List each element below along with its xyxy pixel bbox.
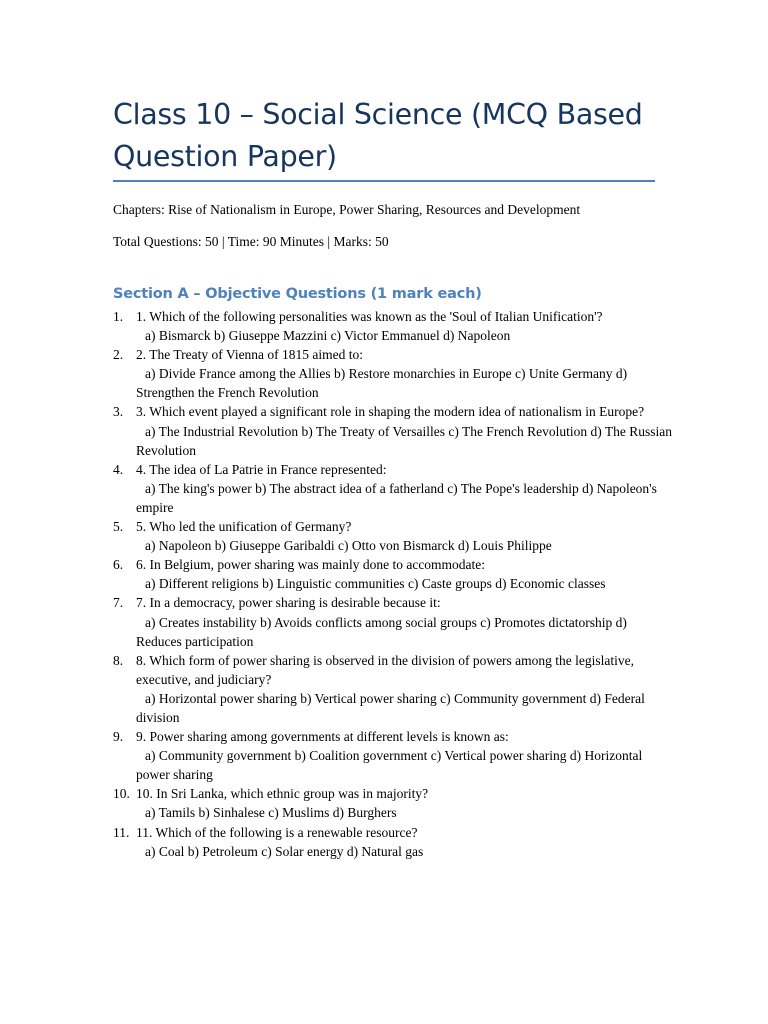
question-number: 6. [113,557,124,573]
question-item [113,727,673,784]
question-list [113,307,673,861]
question-options-text: a) Creates instability b) Avoids conflicts among social groups c) Promotes dictatorship d) Reduces participation [136,614,627,649]
question-number: 9. [113,729,124,745]
question-number: 5. [113,519,124,535]
question-item [113,593,673,650]
question-text: 5. Who led the unification of Germany? [136,519,352,535]
page-title: Class 10 – Social Science (MCQ Based Question Paper) [113,98,643,173]
question-number: 3. [113,404,124,420]
question-options-text: a) The king's power b) The abstract idea of a fatherland c) The Pope's leadership d) Napoleon's empire [136,480,657,515]
question-number: 8. [113,652,124,668]
question-text: 2. The Treaty of Vienna of 1815 aimed to: [136,347,364,363]
question-number: 2. [113,347,124,363]
question-options [136,842,673,861]
question-options [136,803,673,822]
question-item [113,460,673,517]
question-text: 6. In Belgium, power sharing was mainly done to accommodate: [136,557,486,573]
question-options [136,536,673,555]
question-text: 1. Which of the following personalities was known as the 'Soul of Italian Unification'? [136,309,603,324]
question-item [113,651,673,727]
question-item [113,784,673,822]
question-options-text: a) Napoleon b) Giuseppe Garibaldi c) Otto von Bismarck d) Louis Philippe [145,538,552,554]
question-options-text: a) Horizontal power sharing b) Vertical power sharing c) Community government d) Federal division [136,690,645,725]
question-item [113,402,673,459]
question-number: 11. [113,824,130,840]
question-options [136,613,673,651]
question-options-text: a) The Industrial Revolution b) The Treaty of Versailles c) The French Revolution d) The Russian Revolution [136,423,673,458]
question-text: 10. In Sri Lanka, which ethnic group was in majority? [136,786,429,802]
section-a-heading: Section A – Objective Questions (1 mark each) [113,286,482,302]
question-item [113,345,673,402]
question-options-text: a) Divide France among the Allies b) Restore monarchies in Europe c) Unite Germany d) Strengthen the French Revolution [136,366,628,401]
question-number: 4. [113,461,124,477]
question-item [113,555,673,593]
question-number: 1. [113,309,124,324]
question-options [136,746,673,784]
question-options [136,422,673,460]
question-options-text: a) Bismarck b) Giuseppe Mazzini c) Victor Emmanuel d) Napoleon [145,328,511,344]
question-number: 7. [113,595,124,611]
question-text: 7. In a democracy, power sharing is desirable because it: [136,595,441,611]
question-item [113,517,673,555]
question-options [136,326,673,345]
question-item [113,823,673,861]
question-text: 9. Power sharing among governments at different levels is known as: [136,729,509,745]
chapters-line: Chapters: Rise of Nationalism in Europe, Power Sharing, Resources and Development [113,202,581,217]
totals-line: Total Questions: 50 | Time: 90 Minutes | Marks: 50 [113,234,389,249]
question-text: 8. Which form of power sharing is observed in the division of powers among the legislative, executive, and judiciary? [136,652,635,687]
question-text: 11. Which of the following is a renewable resource? [136,824,418,840]
question-text: 3. Which event played a significant role in shaping the modern idea of nationalism in Europe? [136,404,645,420]
question-item [113,307,673,345]
question-options [136,574,673,593]
question-number: 10. [113,786,130,802]
question-options [136,479,673,517]
question-options-text: a) Community government b) Coalition government c) Vertical power sharing d) Horizontal power sharing [136,748,643,783]
question-options [136,364,673,402]
question-options-text: a) Different religions b) Linguistic communities c) Caste groups d) Economic classes [145,576,606,592]
question-options-text: a) Tamils b) Sinhalese c) Muslims d) Burghers [145,805,397,821]
question-options-text: a) Coal b) Petroleum c) Solar energy d) Natural gas [145,843,424,859]
question-options [136,689,673,727]
question-text: 4. The idea of La Patrie in France represented: [136,461,387,477]
title-underline [113,180,655,182]
